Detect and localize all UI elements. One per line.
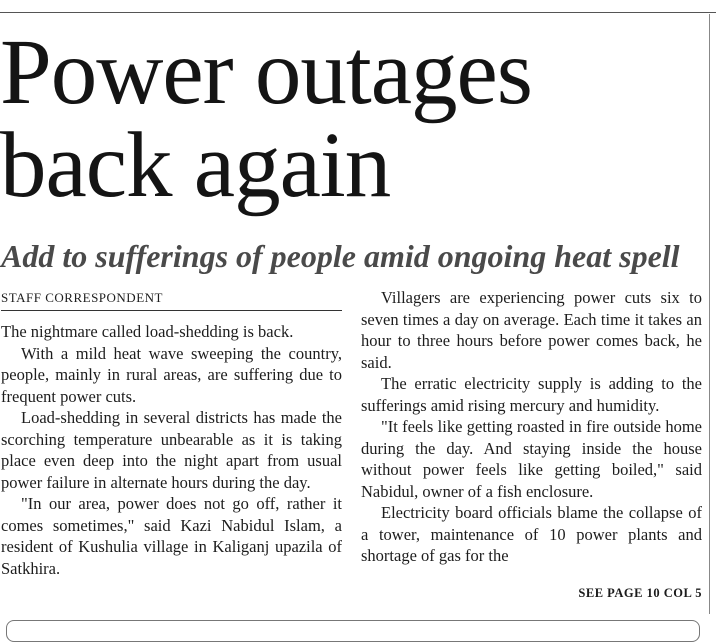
paragraph: The erratic electricity supply is adding to the sufferings amid rising mercury and humidity. [361,374,702,415]
paragraph: "It feels like getting roasted in fire outside home during the day. And staying inside the house without power feels like getting boiled," said Nabidul, owner of a fish enclosure. [361,417,702,501]
paragraph: Electricity board officials blame the collapse of a tower, maintenance of 10 power plants and shortage of gas for the [361,503,702,565]
byline-rule [1,310,342,311]
headline-line-2: back again [0,114,391,217]
article-column-right [361,287,702,567]
paragraph: With a mild heat wave sweeping the country, people, mainly in rural areas, are suffering due to frequent power cuts. [1,343,342,406]
paragraph: Villagers are experiencing power cuts six to seven times a day on average. Each time it takes an hour to three hours before power comes back, he said. [361,288,702,372]
subheadline: Add to sufferings of people amid ongoing heat spell [1,238,680,274]
headline-line-1: Power outages [0,21,532,124]
top-rule [0,12,716,13]
continued-on-page: SEE PAGE 10 COL 5 [578,586,702,600]
article-column-left [1,288,342,579]
next-article-box [6,620,700,642]
paragraph: Load-shedding in several districts has made the scorching temperature unbearable as it is taking place even deep into the night apart from usual power failure in alternate hours during the day. [1,408,342,492]
paragraph: The nightmare called load-shedding is back. [1,322,294,341]
byline: STAFF CORRESPONDENT [1,290,163,305]
headline [0,21,705,217]
paragraph: "In our area, power does not go off, rather it comes sometimes," said Kazi Nabidul Islam, a resident of Kushulia village in Kaliganj upazila of Satkhira. [1,494,342,578]
column-edge-rule [709,14,710,614]
